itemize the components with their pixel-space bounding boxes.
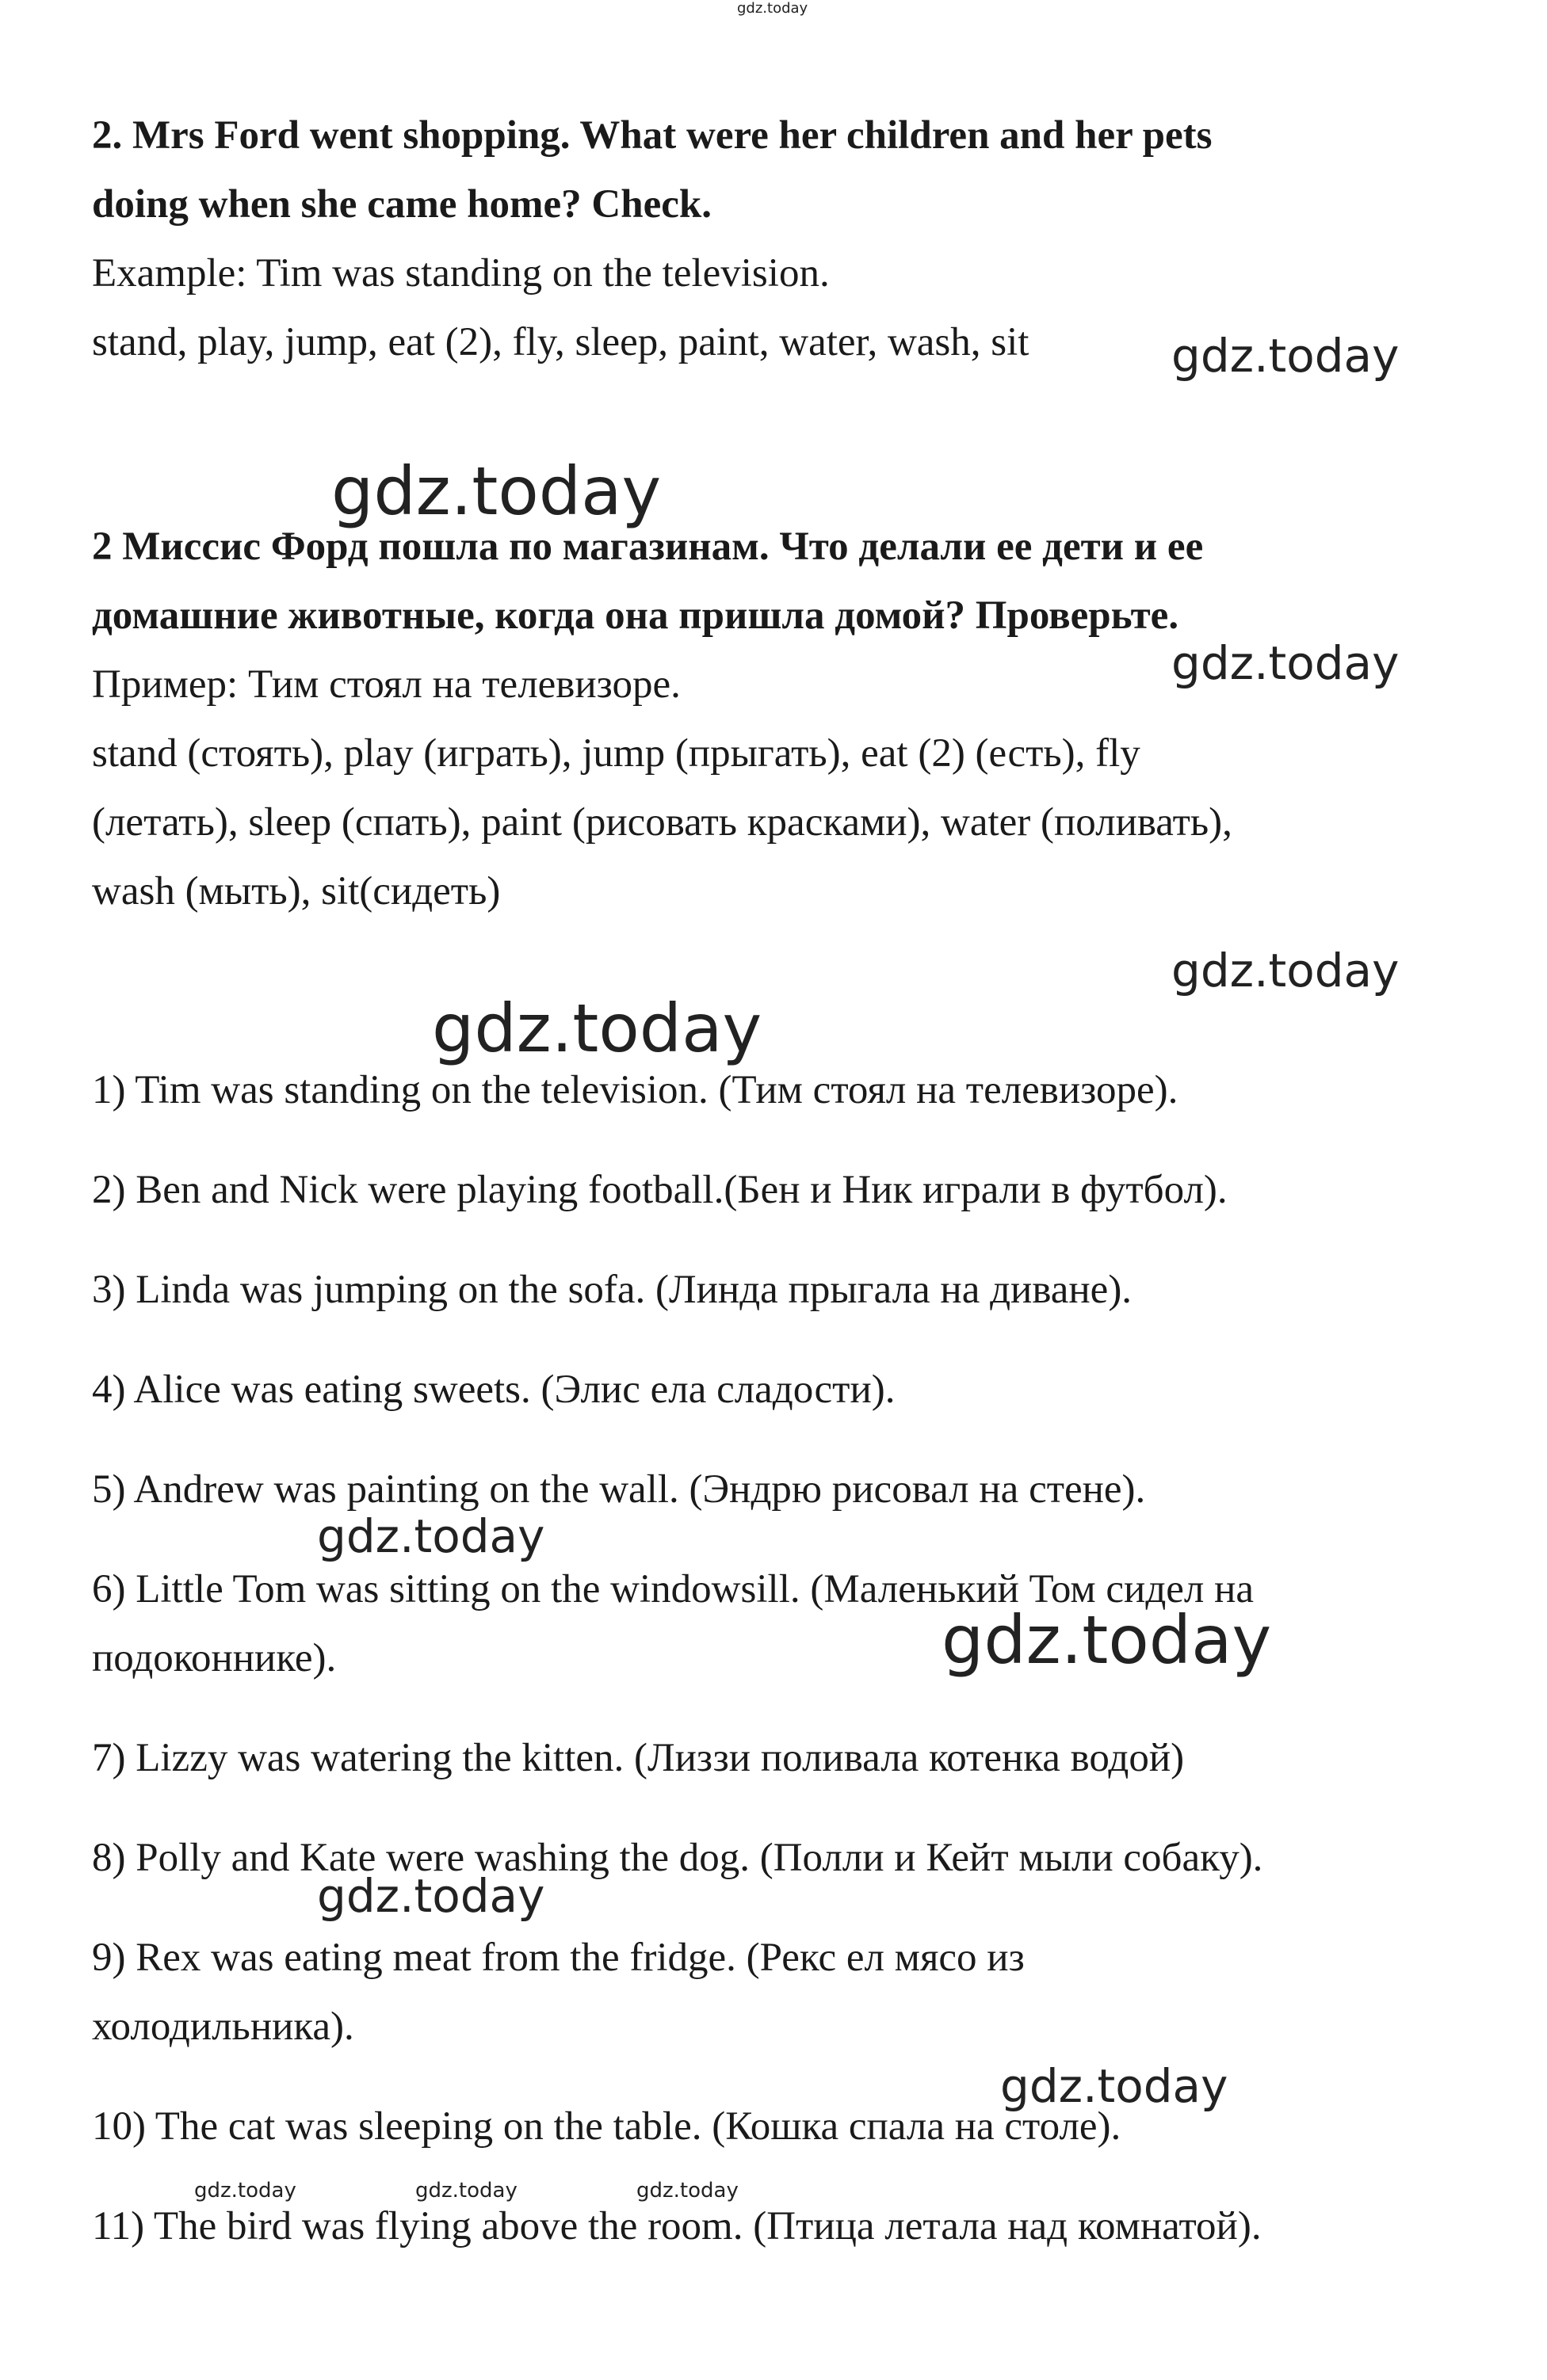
task-heading-ru-line1: 2 Миссис Форд пошла по магазинам. Что делали ее дети и ее (92, 524, 1204, 569)
watermark: gdz.today (942, 1601, 1272, 1679)
task-words-ru-line3: wash (мыть), sit(сидеть) (92, 869, 501, 913)
watermark: gdz.today (1000, 2059, 1228, 2113)
answer-line: 6) Little Tom was sitting on the windowsill. (Маленький Том сидел на (92, 1567, 1255, 1611)
watermark: gdz.today (1171, 636, 1400, 690)
task-heading-en-line1: 2. Mrs Ford went shopping. What were her children and her pets (92, 113, 1213, 158)
task-words-ru-line2: (летать), sleep (спать), paint (рисовать красками), water (поливать), (92, 800, 1232, 845)
watermark: gdz.today (432, 990, 762, 1067)
watermark: gdz.today (317, 1509, 545, 1563)
watermark: gdz.today (415, 2179, 518, 2203)
answer-line: 1) Tim was standing on the television. (Тим стоял на телевизоре). (92, 1068, 1178, 1112)
watermark-top: gdz.today (737, 0, 808, 17)
watermark: gdz.today (636, 2179, 739, 2203)
task-words-en: stand, play, jump, eat (2), fly, sleep, paint, water, wash, sit (92, 320, 1029, 364)
watermark: gdz.today (331, 452, 662, 530)
task-example-en: Example: Tim was standing on the television. (92, 251, 830, 296)
task-heading-en-line2: doing when she came home? Check. (92, 182, 712, 227)
answer-line: 7) Lizzy was watering the kitten. (Лиззи поливала котенка водой) (92, 1736, 1185, 1780)
answer-line: 5) Andrew was painting on the wall. (Эндрю рисовал на стене). (92, 1467, 1146, 1512)
answer-line: 3) Linda was jumping on the sofa. (Линда прыгала на диване). (92, 1268, 1133, 1312)
answer-line: 2) Ben and Nick were playing football.(Бен и Ник играли в футбол). (92, 1168, 1228, 1212)
answer-line: 9) Rex was eating meat from the fridge. (Рекс ел мясо из (92, 1936, 1025, 1980)
task-example-ru: Пример: Тим стоял на телевизоре. (92, 662, 681, 707)
answer-line: 11) The bird was flying above the room. (Птица летала над комнатой). (92, 2204, 1262, 2248)
watermark: gdz.today (317, 1869, 545, 1923)
task-words-ru-line1: stand (стоять), play (играть), jump (прыгать), eat (2) (есть), fly (92, 731, 1140, 776)
answer-line: подоконнике). (92, 1636, 337, 1680)
answer-line: 8) Polly and Kate were washing the dog. (Полли и Кейт мыли собаку). (92, 1836, 1263, 1880)
watermark: gdz.today (1171, 944, 1400, 997)
answer-line: 4) Alice was eating sweets. (Элис ела сладости). (92, 1367, 896, 1412)
answer-line: холодильника). (92, 2004, 354, 2049)
answer-line: 10) The cat was sleeping on the table. (Кошка спала на столе). (92, 2104, 1121, 2149)
watermark: gdz.today (194, 2179, 296, 2203)
watermark: gdz.today (1171, 329, 1400, 383)
task-heading-ru-line2: домашние животные, когда она пришла домой? Проверьте. (92, 593, 1179, 638)
